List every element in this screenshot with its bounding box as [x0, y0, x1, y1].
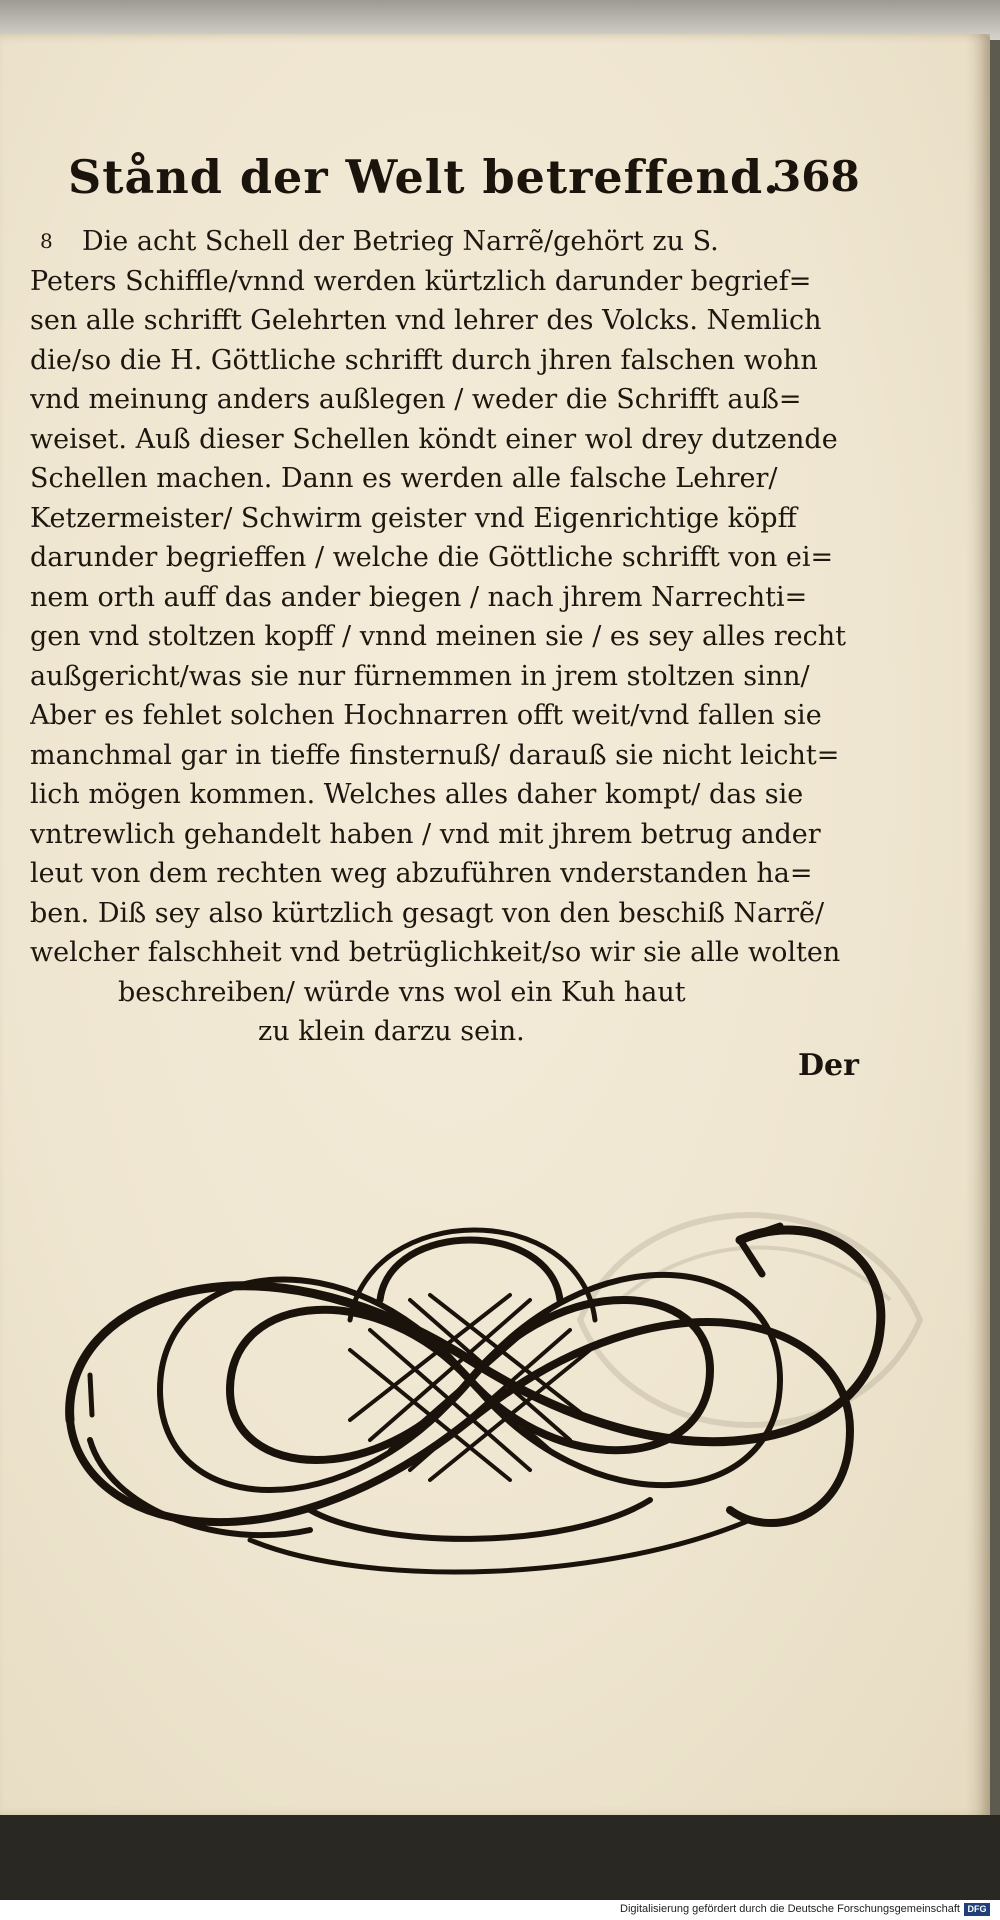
text-line: Ketzermeister/ Schwirm geister vnd Eigenrichtige köpff	[30, 502, 797, 534]
funding-credit: Digitalisierung gefördert durch die Deutsche Forschungsgemeinschaft	[620, 1903, 960, 1915]
text-line: nem orth auff das ander biegen / nach jhrem Narrechti=	[30, 581, 808, 613]
text-line: 8 Die acht Schell der Betrieg Narrẽ/gehört zu S.	[30, 222, 870, 262]
text-line: Peters Schiffle/vnnd werden kürtzlich darunder begrief=	[30, 265, 812, 297]
catchword: Der	[798, 1048, 859, 1083]
page-edge-shadow	[966, 34, 990, 1817]
text-line: Aber es fehlet solchen Hochnarren offt weit/vnd fallen sie	[30, 700, 822, 731]
text-line: ben. Diß sey also kürtzlich gesagt von den beschiß Narrẽ/	[30, 897, 825, 929]
text-line: weiset. Auß dieser Schellen köndt einer wol drey dutzende	[30, 423, 838, 455]
text-line: darunder begrieffen / welche die Göttliche schrifft von ei=	[30, 542, 834, 573]
running-head: Stånd der Welt betreffend.	[68, 150, 781, 204]
body-text	[30, 222, 870, 1052]
text-line: vntrewlich gehandelt haben / vnd mit jhrem betrug ander	[30, 818, 821, 850]
text-line: zu klein darzu sein.	[258, 1016, 525, 1047]
text-line: welcher falschheit vnd betrüglichkeit/so wir sie alle wolten	[30, 937, 841, 968]
scan-background-band	[0, 1815, 1000, 1900]
text-line: manchmal gar in tieffe finsternuß/ darauß sie nicht leicht=	[30, 739, 840, 771]
digitization-footer	[0, 1900, 1000, 1920]
text-line: Schellen machen. Dann es werden alle falsche Lehrer/	[30, 463, 778, 494]
interlace-ornament	[50, 1180, 890, 1600]
text-line: vnd meinung anders außlegen / weder die Schrifft auß=	[30, 384, 802, 415]
page-number: 368	[772, 152, 860, 201]
text-line: außgericht/was sie nur fürnemmen in jrem stoltzen sinn/	[30, 660, 810, 692]
text-line: lich mögen kommen. Welches alles daher kompt/ das sie	[30, 779, 804, 810]
dfg-logo: DFG	[964, 1903, 990, 1916]
text-line: sen alle schrifft Gelehrten vnd lehrer des Volcks. Nemlich	[30, 305, 822, 336]
text-line: gen vnd stoltzen kopff / vnnd meinen sie / es sey alles recht	[30, 621, 847, 652]
section-number: 8	[40, 229, 53, 253]
text-line: beschreiben/ würde vns wol ein Kuh haut	[118, 976, 686, 1008]
text-line: die/so die H. Göttliche schrifft durch jhren falschen wohn	[30, 344, 818, 376]
text-line: leut von dem rechten weg abzuführen vnderstanden ha=	[30, 858, 813, 889]
